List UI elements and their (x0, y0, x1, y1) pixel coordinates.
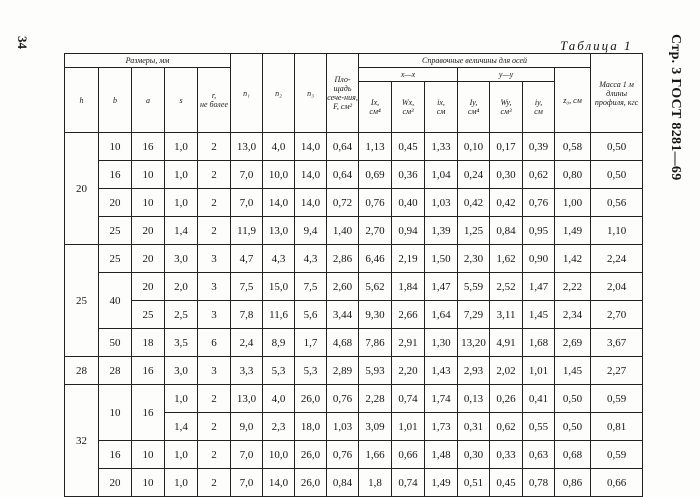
cell-area: 0,64 (327, 133, 359, 161)
cell-ix: 6,46 (359, 245, 392, 273)
cell-ix: 5,93 (359, 357, 392, 385)
cell-ix-radius: 1,48 (425, 441, 458, 469)
cell-mass: 0,50 (591, 161, 643, 189)
cell-ix-radius: 1,33 (425, 133, 458, 161)
cell-ix: 2,70 (359, 217, 392, 245)
cell-ix-radius: 1,39 (425, 217, 458, 245)
cell-n2: 4,0 (263, 385, 295, 413)
cell-area: 0,76 (327, 385, 359, 413)
cell-b: 50 (99, 329, 132, 357)
cell-s: 1,4 (165, 413, 198, 441)
cell-iy-radius: 0,62 (523, 161, 555, 189)
cell-iy-radius: 0,55 (523, 413, 555, 441)
cell-ix: 7,86 (359, 329, 392, 357)
cell-n2: 10,0 (263, 161, 295, 189)
header-ix-radius (425, 82, 458, 133)
cell-r: 2 (198, 133, 231, 161)
cell-b: 16 (99, 161, 132, 189)
cell-wx: 1,01 (392, 413, 425, 441)
cell-area: 0,84 (327, 469, 359, 497)
cell-wx: 0,40 (392, 189, 425, 217)
cell-wy: 0,62 (490, 413, 523, 441)
cell-n1: 7,0 (231, 161, 263, 189)
cell-n1: 3,3 (231, 357, 263, 385)
header-iy-radius-label: iy, (534, 98, 543, 107)
cell-b: 16 (99, 441, 132, 469)
cell-iy-radius: 1,01 (523, 357, 555, 385)
cell-wy: 0,26 (490, 385, 523, 413)
cell-r: 3 (198, 245, 231, 273)
cell-n1: 13,0 (231, 385, 263, 413)
table-row (65, 245, 643, 273)
cell-n1: 7,0 (231, 441, 263, 469)
cell-h: 28 (65, 357, 99, 385)
cell-z0: 1,49 (555, 217, 591, 245)
header-axis-x: x—x (359, 68, 458, 82)
cell-mass: 2,24 (591, 245, 643, 273)
cell-ix: 1,13 (359, 133, 392, 161)
cell-iy-radius: 1,68 (523, 329, 555, 357)
cell-a: 20 (132, 245, 165, 273)
cell-n2: 11,6 (263, 301, 295, 329)
cell-wx: 2,19 (392, 245, 425, 273)
cell-a: 10 (132, 441, 165, 469)
header-axis-y: y—y (458, 68, 555, 82)
cell-n3: 26,0 (295, 441, 327, 469)
cell-s: 1,0 (165, 133, 198, 161)
header-wy-unit: см³ (500, 107, 512, 116)
cell-iy: 0,30 (458, 441, 490, 469)
cell-n2: 10,0 (263, 441, 295, 469)
cell-r: 3 (198, 273, 231, 301)
cell-z0: 0,86 (555, 469, 591, 497)
cell-a: 10 (132, 469, 165, 497)
cell-b: 28 (99, 357, 132, 385)
cell-ix-radius: 1,64 (425, 301, 458, 329)
header-a: a (132, 68, 165, 133)
header-z0: z₀, см (555, 68, 591, 133)
cell-iy: 0,31 (458, 413, 490, 441)
cell-mass: 0,59 (591, 441, 643, 469)
header-ix-radius-unit: см (436, 107, 446, 116)
cell-n3: 26,0 (295, 385, 327, 413)
cell-z0: 2,69 (555, 329, 591, 357)
cell-r: 2 (198, 161, 231, 189)
cell-h: 25 (65, 245, 99, 357)
cell-s: 1,0 (165, 385, 198, 413)
cell-iy: 1,25 (458, 217, 490, 245)
cell-n2: 15,0 (263, 273, 295, 301)
cell-wy: 0,33 (490, 441, 523, 469)
cell-wx: 2,66 (392, 301, 425, 329)
header-n2: n₂ (263, 54, 295, 133)
cell-a: 25 (132, 301, 165, 329)
cell-wy: 0,84 (490, 217, 523, 245)
cell-wx: 1,84 (392, 273, 425, 301)
header-wy (490, 82, 523, 133)
cell-z0: 1,42 (555, 245, 591, 273)
header-mass: Масса 1 м длины профиля, кгс (591, 54, 643, 133)
cell-n2: 2,3 (263, 413, 295, 441)
cell-ix: 2,28 (359, 385, 392, 413)
cell-b: 20 (99, 469, 132, 497)
cell-ix-radius: 1,30 (425, 329, 458, 357)
cell-wy: 2,02 (490, 357, 523, 385)
cell-area: 2,89 (327, 357, 359, 385)
cell-mass: 0,66 (591, 469, 643, 497)
cell-s: 1,0 (165, 469, 198, 497)
table-row (65, 385, 643, 413)
cell-area: 0,64 (327, 161, 359, 189)
cell-area: 2,86 (327, 245, 359, 273)
cell-b: 10 (99, 133, 132, 161)
cell-wy: 0,45 (490, 469, 523, 497)
cell-s: 1,0 (165, 161, 198, 189)
header-wx-unit: см³ (402, 107, 414, 116)
cell-s: 3,0 (165, 357, 198, 385)
cell-b: 25 (99, 217, 132, 245)
cell-r: 3 (198, 357, 231, 385)
cell-iy: 0,24 (458, 161, 490, 189)
table-row (65, 357, 643, 385)
cell-n1: 7,5 (231, 273, 263, 301)
cell-z0: 2,22 (555, 273, 591, 301)
cell-area: 4,68 (327, 329, 359, 357)
cell-n1: 13,0 (231, 133, 263, 161)
header-ix-label: Ix, (370, 98, 380, 107)
cell-mass: 1,10 (591, 217, 643, 245)
cell-r: 2 (198, 413, 231, 441)
cell-s: 2,5 (165, 301, 198, 329)
cell-ix: 5,62 (359, 273, 392, 301)
cell-a: 10 (132, 189, 165, 217)
header-reference-group: Справочные величины для осей (359, 54, 591, 68)
cell-n3: 5,6 (295, 301, 327, 329)
cell-wx: 0,74 (392, 385, 425, 413)
header-n3: n₃ (295, 54, 327, 133)
header-n1: n₁ (231, 54, 263, 133)
cell-s: 3,0 (165, 245, 198, 273)
cell-n3: 14,0 (295, 133, 327, 161)
cell-ix: 1,66 (359, 441, 392, 469)
header-area: Пло-щадь сече-ния, F, см² (327, 54, 359, 133)
cell-mass: 0,81 (591, 413, 643, 441)
cell-n2: 4,0 (263, 133, 295, 161)
cell-b: 25 (99, 245, 132, 273)
header-iy (458, 82, 490, 133)
cell-r: 2 (198, 441, 231, 469)
header-ix-radius-label: ix, (437, 98, 445, 107)
cell-n3: 4,3 (295, 245, 327, 273)
cell-n1: 7,8 (231, 301, 263, 329)
cell-s: 1,0 (165, 189, 198, 217)
cell-ix: 9,30 (359, 301, 392, 329)
cell-n3: 1,7 (295, 329, 327, 357)
cell-ix: 3,09 (359, 413, 392, 441)
cell-n1: 11,9 (231, 217, 263, 245)
page-number: 34 (15, 36, 30, 49)
cell-n3: 18,0 (295, 413, 327, 441)
header-ix-unit: см⁴ (369, 107, 381, 116)
cell-iy-radius: 0,76 (523, 189, 555, 217)
table-row (65, 441, 643, 469)
cell-a: 16 (132, 357, 165, 385)
cell-mass: 2,70 (591, 301, 643, 329)
cell-area: 0,72 (327, 189, 359, 217)
cell-r: 6 (198, 329, 231, 357)
cell-wy: 2,52 (490, 273, 523, 301)
cell-s: 1,4 (165, 217, 198, 245)
header-h: h (65, 68, 99, 133)
header-iy-radius (523, 82, 555, 133)
cell-ix-radius: 1,03 (425, 189, 458, 217)
cell-iy-radius: 0,39 (523, 133, 555, 161)
cell-area: 2,60 (327, 273, 359, 301)
cell-iy-radius: 1,45 (523, 301, 555, 329)
cell-n2: 14,0 (263, 469, 295, 497)
cell-ix: 0,69 (359, 161, 392, 189)
cell-ix-radius: 1,50 (425, 245, 458, 273)
cell-n2: 8,9 (263, 329, 295, 357)
cell-area: 0,76 (327, 441, 359, 469)
cell-iy: 0,51 (458, 469, 490, 497)
cell-mass: 2,04 (591, 273, 643, 301)
cell-iy-radius: 1,47 (523, 273, 555, 301)
table-row (65, 217, 643, 245)
cell-r: 2 (198, 217, 231, 245)
cell-n1: 9,0 (231, 413, 263, 441)
cell-mass: 2,27 (591, 357, 643, 385)
cell-s: 1,0 (165, 441, 198, 469)
cell-ix: 0,76 (359, 189, 392, 217)
cell-iy: 0,10 (458, 133, 490, 161)
cell-a: 20 (132, 217, 165, 245)
cell-a: 16 (132, 133, 165, 161)
cell-mass: 0,50 (591, 133, 643, 161)
cell-mass: 0,56 (591, 189, 643, 217)
cell-wx: 0,94 (392, 217, 425, 245)
cell-z0: 0,58 (555, 133, 591, 161)
header-sizes-group: Размеры, мм (65, 54, 231, 68)
cell-ix-radius: 1,04 (425, 161, 458, 189)
profile-table (64, 53, 643, 497)
table-row (65, 273, 643, 301)
header-r (198, 68, 231, 133)
cell-wy: 1,62 (490, 245, 523, 273)
cell-z0: 0,68 (555, 441, 591, 469)
cell-n1: 4,7 (231, 245, 263, 273)
cell-mass: 3,67 (591, 329, 643, 357)
cell-iy-radius: 0,78 (523, 469, 555, 497)
cell-n1: 2,4 (231, 329, 263, 357)
cell-n1: 7,0 (231, 189, 263, 217)
table-row (65, 469, 643, 497)
cell-s: 2,0 (165, 273, 198, 301)
cell-n2: 4,3 (263, 245, 295, 273)
table-row (65, 133, 643, 161)
header-wy-label: Wy, (500, 98, 512, 107)
cell-wy: 0,42 (490, 189, 523, 217)
header-r-symbol: r, (211, 91, 217, 100)
header-r-limit: не более (200, 100, 229, 109)
cell-iy: 0,13 (458, 385, 490, 413)
table-row (65, 329, 643, 357)
cell-b: 10 (99, 385, 132, 441)
cell-mass: 0,59 (591, 385, 643, 413)
cell-area: 1,40 (327, 217, 359, 245)
cell-n3: 14,0 (295, 161, 327, 189)
cell-s: 3,5 (165, 329, 198, 357)
cell-z0: 2,34 (555, 301, 591, 329)
cell-wx: 0,36 (392, 161, 425, 189)
header-iy-unit: см⁴ (467, 107, 480, 116)
header-b: b (99, 68, 132, 133)
header-ix (359, 82, 392, 133)
cell-n1: 7,0 (231, 469, 263, 497)
cell-wx: 0,66 (392, 441, 425, 469)
cell-ix-radius: 1,74 (425, 385, 458, 413)
cell-r: 2 (198, 385, 231, 413)
cell-h: 32 (65, 385, 99, 497)
cell-ix-radius: 1,73 (425, 413, 458, 441)
cell-n3: 5,3 (295, 357, 327, 385)
cell-ix-radius: 1,43 (425, 357, 458, 385)
cell-iy-radius: 0,63 (523, 441, 555, 469)
header-iy-radius-unit: см (534, 107, 543, 116)
cell-wy: 4,91 (490, 329, 523, 357)
cell-iy: 2,93 (458, 357, 490, 385)
cell-wy: 0,30 (490, 161, 523, 189)
cell-h: 20 (65, 133, 99, 245)
cell-r: 3 (198, 301, 231, 329)
cell-iy-radius: 0,41 (523, 385, 555, 413)
cell-wy: 0,17 (490, 133, 523, 161)
cell-n2: 14,0 (263, 189, 295, 217)
cell-wy: 3,11 (490, 301, 523, 329)
cell-area: 3,44 (327, 301, 359, 329)
cell-iy: 0,42 (458, 189, 490, 217)
cell-area: 1,03 (327, 413, 359, 441)
cell-n3: 7,5 (295, 273, 327, 301)
table-row (65, 161, 643, 189)
cell-n3: 14,0 (295, 189, 327, 217)
cell-z0: 1,45 (555, 357, 591, 385)
header-s: s (165, 68, 198, 133)
margin-standard-note: Стр. 3 ГОСТ 8281—69 (668, 34, 683, 181)
cell-n2: 13,0 (263, 217, 295, 245)
cell-iy-radius: 0,95 (523, 217, 555, 245)
cell-b: 20 (99, 189, 132, 217)
table-caption: Таблица 1 (560, 38, 633, 53)
cell-z0: 1,00 (555, 189, 591, 217)
cell-r: 2 (198, 189, 231, 217)
cell-b: 40 (99, 273, 132, 329)
cell-n3: 26,0 (295, 469, 327, 497)
cell-wx: 2,91 (392, 329, 425, 357)
cell-a: 20 (132, 273, 165, 301)
cell-a: 18 (132, 329, 165, 357)
cell-z0: 0,80 (555, 161, 591, 189)
cell-ix: 1,8 (359, 469, 392, 497)
cell-wx: 0,74 (392, 469, 425, 497)
table-row (65, 189, 643, 217)
cell-n3: 9,4 (295, 217, 327, 245)
cell-wx: 2,20 (392, 357, 425, 385)
cell-r: 2 (198, 469, 231, 497)
cell-a: 10 (132, 161, 165, 189)
cell-z0: 0,50 (555, 385, 591, 413)
cell-iy: 7,29 (458, 301, 490, 329)
header-iy-label: Iy, (469, 98, 478, 107)
cell-iy: 13,20 (458, 329, 490, 357)
cell-wx: 0,45 (392, 133, 425, 161)
cell-iy: 5,59 (458, 273, 490, 301)
cell-iy: 2,30 (458, 245, 490, 273)
cell-ix-radius: 1,49 (425, 469, 458, 497)
cell-a: 16 (132, 385, 165, 441)
header-wx-label: Wx, (401, 98, 415, 107)
cell-n2: 5,3 (263, 357, 295, 385)
header-wx (392, 82, 425, 133)
cell-iy-radius: 0,90 (523, 245, 555, 273)
table-row (65, 301, 643, 329)
cell-ix-radius: 1,47 (425, 273, 458, 301)
cell-z0: 0,50 (555, 413, 591, 441)
